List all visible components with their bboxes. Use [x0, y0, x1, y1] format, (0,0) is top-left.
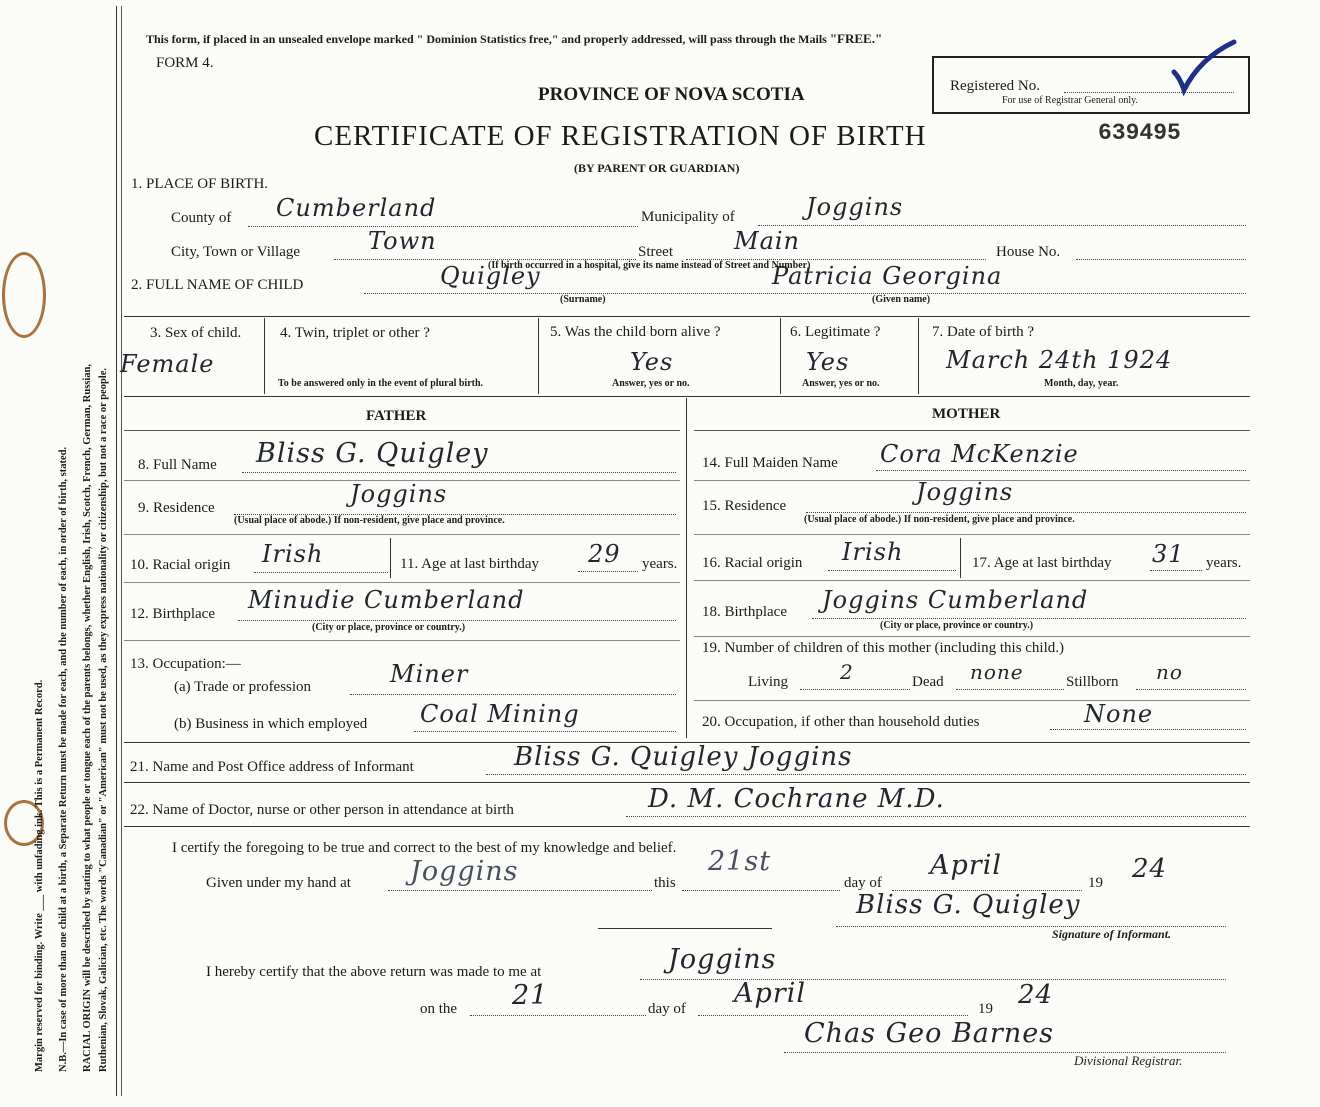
registrar-place-value: Joggins — [668, 944, 777, 975]
mother-racial-line — [828, 570, 956, 571]
father-birthplace-rule — [124, 640, 680, 641]
twin-label: 4. Twin, triplet or other ? — [280, 325, 430, 341]
margin-note-racial-origin-cont: Ruthenian, Slovak, Galician, etc. The words "Canadian" or "American" must not be used, as they express nationality or citizenship, but not a race or people. — [98, 367, 109, 1072]
father-birthplace-note: (City or place, province or country.) — [312, 622, 466, 633]
legitimate-value: Yes — [806, 348, 850, 376]
binding-margin-line — [116, 6, 117, 1096]
date-of-birth-label: 7. Date of birth ? — [932, 324, 1035, 340]
father-birthplace-value: Minudie Cumberland — [248, 586, 525, 614]
father-age-unit: years. — [642, 556, 678, 572]
father-racial-divider — [390, 538, 391, 578]
informant-line — [486, 774, 1246, 775]
father-residence-note: (Usual place of abode.) If non-resident, give place and province. — [234, 515, 505, 526]
mother-residence-label: 15. Residence — [702, 498, 787, 514]
father-business-label: (b) Business in which employed — [174, 716, 368, 732]
mother-occupation-label: 20. Occupation, if other than household duties — [702, 714, 980, 730]
father-name-label: 8. Full Name — [138, 457, 217, 473]
father-racial-line — [254, 572, 388, 573]
mother-age-label: 17. Age at last birthday — [972, 555, 1112, 571]
father-trade-label: (a) Trade or profession — [174, 679, 312, 695]
row-3-bottom-line — [124, 396, 1250, 397]
margin-note-racial-origin: RACIAL ORIGIN will be described by stating to what people or tongue each of the parents belongs, whether English, Irish, Scotch, French, German, Russian, — [82, 363, 93, 1072]
mother-occupation-line — [1050, 729, 1246, 730]
doctor-value: D. M. Cochrane M.D. — [648, 784, 945, 814]
row-3-top-line — [124, 316, 1250, 317]
living-label: Living — [748, 674, 788, 690]
dead-label: Dead — [912, 674, 944, 690]
street-label: Street — [638, 244, 673, 260]
registrar-month-value: April — [734, 978, 806, 1009]
mother-age-line — [1150, 570, 1202, 571]
certify-statement: I certify the foregoing to be true and correct to the best of my knowledge and belief. — [172, 840, 677, 856]
mail-free: "FREE." — [829, 31, 883, 46]
hospital-note: (If birth occurred in a hospital, give its name instead of Street and Number) — [488, 260, 811, 271]
mother-racial-divider — [960, 538, 961, 578]
given-place-line — [388, 890, 652, 891]
dead-line — [956, 689, 1064, 690]
doctor-line — [626, 816, 1246, 817]
registrar-signature-label: Divisional Registrar. — [1074, 1053, 1183, 1068]
born-alive-value: Yes — [630, 348, 674, 376]
living-line — [800, 689, 910, 690]
legitimate-note: Answer, yes or no. — [802, 378, 880, 389]
informant-signature-label: Signature of Informant. — [1052, 927, 1172, 941]
city-value: Town — [368, 227, 437, 255]
child-name-line — [364, 293, 1246, 294]
twin-note: To be answered only in the event of plural birth. — [278, 378, 484, 389]
living-value: 2 — [840, 660, 854, 684]
margin-note-binding: Margin reserved for binding. Write ___ with unfading ink. This is a Permanent Record. — [34, 679, 45, 1072]
given-year-value: 24 — [1132, 854, 1168, 884]
row-3-divider-3 — [780, 318, 781, 394]
registered-note: For use of Registrar General only. — [1002, 95, 1138, 106]
on-the-label: on the — [420, 1001, 458, 1017]
child-given-value: Patricia Georgina — [772, 262, 1003, 290]
date-of-birth-note: Month, day, year. — [1044, 378, 1119, 389]
mother-residence-line — [806, 512, 1246, 513]
born-alive-label: 5. Was the child born alive ? — [550, 324, 721, 340]
registrar-year-value: 24 — [1018, 980, 1054, 1010]
father-trade-line — [350, 694, 676, 695]
margin-note-multiple-births: N.B.—In case of more than one child at a birth, a Separate Return must be made for each, and the number of each, in order of birth, stated. — [58, 446, 69, 1072]
sex-value: Female — [120, 350, 215, 378]
row-3-divider-4 — [918, 318, 919, 394]
father-age-value: 29 — [588, 540, 621, 568]
registrar-place-line — [640, 979, 1226, 980]
municipality-value: Joggins — [806, 193, 904, 221]
registration-number: 639495 — [1098, 120, 1181, 146]
mother-age-value: 31 — [1152, 540, 1185, 568]
doctor-rule — [124, 826, 1250, 827]
given-under-label: Given under my hand at — [206, 875, 351, 891]
date-of-birth-value: March 24th 1924 — [946, 346, 1173, 374]
father-heading-rule — [124, 430, 680, 431]
form-number: FORM 4. — [156, 55, 214, 71]
father-name-line — [242, 472, 676, 473]
father-occupation-label: 13. Occupation:— — [130, 656, 241, 672]
sex-label: 3. Sex of child. — [150, 325, 242, 341]
county-label: County of — [171, 210, 232, 226]
registrar-month-line — [698, 1015, 968, 1016]
county-line — [248, 226, 638, 227]
mother-birthplace-line — [812, 618, 1246, 619]
mother-racial-value: Irish — [842, 538, 904, 566]
stillborn-line — [1136, 689, 1246, 690]
mother-name-value: Cora McKenzie — [880, 440, 1079, 468]
father-residence-label: 9. Residence — [138, 500, 215, 516]
certificate-subtitle: (BY PARENT OR GUARDIAN) — [574, 161, 740, 175]
father-residence-value: Joggins — [350, 480, 448, 508]
given-place-value: Joggins — [410, 856, 519, 887]
stillborn-label: Stillborn — [1066, 674, 1119, 690]
father-birthplace-line — [238, 620, 676, 621]
mother-name-line — [876, 470, 1246, 471]
registered-label: Registered No. — [950, 78, 1040, 94]
mother-racial-label: 16. Racial origin — [702, 555, 803, 571]
municipality-label: Municipality of — [641, 209, 735, 225]
child-name-label: 2. FULL NAME OF CHILD — [131, 277, 304, 293]
legitimate-label: 6. Legitimate ? — [790, 324, 881, 340]
given-year-prefix: 19 — [1088, 875, 1103, 891]
mother-birthplace-value: Joggins Cumberland — [822, 586, 1089, 614]
father-residence-rule — [124, 534, 680, 535]
informant-signature: Bliss G. Quigley — [856, 890, 1081, 920]
certificate-title: CERTIFICATE OF REGISTRATION OF BIRTH — [314, 120, 927, 152]
given-day-of-label: day of — [844, 875, 882, 891]
given-name-note: (Given name) — [872, 294, 931, 305]
binding-margin-line-2 — [121, 6, 122, 1096]
mother-heading: MOTHER — [932, 406, 1001, 422]
registrar-year-prefix: 19 — [978, 1001, 993, 1017]
stillborn-value: no — [1156, 660, 1183, 684]
city-label: City, Town or Village — [171, 244, 301, 260]
ink-stain-upper — [2, 252, 46, 338]
mother-birthplace-rule — [694, 636, 1250, 637]
registrar-statement: I hereby certify that the above return was made to me at — [206, 964, 542, 980]
born-alive-note: Answer, yes or no. — [612, 378, 690, 389]
child-surname-value: Quigley — [440, 262, 541, 290]
house-label: House No. — [996, 244, 1061, 260]
mother-age-unit: years. — [1206, 555, 1242, 571]
father-racial-value: Irish — [262, 540, 324, 568]
father-birthplace-label: 12. Birthplace — [130, 606, 215, 622]
mother-name-label: 14. Full Maiden Name — [702, 455, 838, 471]
mother-birthplace-label: 18. Birthplace — [702, 604, 787, 620]
registrar-day-value: 21 — [512, 980, 549, 1011]
row-3-divider-2 — [538, 318, 539, 394]
street-value: Main — [734, 227, 801, 255]
given-month-value: April — [930, 850, 1002, 881]
check-mark-icon — [1170, 38, 1240, 98]
given-day-line — [682, 890, 840, 891]
father-heading: FATHER — [366, 408, 427, 424]
registrar-day-line — [470, 1015, 646, 1016]
mother-occupation-value: None — [1084, 700, 1154, 728]
father-racial-rule — [124, 582, 680, 583]
father-name-value: Bliss G. Quigley — [256, 438, 489, 469]
father-business-line — [414, 731, 676, 732]
informant-rule — [124, 782, 1250, 783]
separator-rule — [598, 928, 772, 929]
mother-residence-note: (Usual place of abode.) If non-resident, give place and province. — [804, 514, 1075, 525]
registrar-day-of-label: day of — [648, 1001, 686, 1017]
mother-residence-value: Joggins — [916, 478, 1014, 506]
mother-racial-rule — [694, 580, 1250, 581]
place-of-birth-heading: 1. PLACE OF BIRTH. — [131, 176, 269, 192]
house-line — [1076, 259, 1246, 260]
municipality-line — [758, 225, 1246, 226]
mother-children-label: 19. Number of children of this mother (including this child.) — [702, 640, 1065, 656]
given-day-value: 21st — [708, 846, 772, 877]
informant-label: 21. Name and Post Office address of Informant — [130, 759, 414, 775]
province-heading: PROVINCE OF NOVA SCOTIA — [538, 84, 805, 105]
mother-children-rule — [694, 700, 1250, 701]
dead-value: none — [970, 660, 1024, 684]
informant-value: Bliss G. Quigley Joggins — [514, 742, 853, 772]
county-value: Cumberland — [276, 194, 437, 222]
surname-note: (Surname) — [560, 294, 606, 305]
father-racial-label: 10. Racial origin — [130, 557, 231, 573]
mother-birthplace-note: (City or place, province or country.) — [880, 620, 1034, 631]
father-trade-value: Miner — [390, 660, 469, 688]
doctor-label: 22. Name of Doctor, nurse or other person in attendance at birth — [130, 802, 514, 818]
row-3-divider-1 — [264, 318, 265, 394]
mother-residence-rule — [694, 534, 1250, 535]
parents-center-divider — [686, 398, 687, 738]
mother-heading-rule — [694, 430, 1250, 431]
this-label: this — [654, 875, 676, 891]
registrar-signature: Chas Geo Barnes — [804, 1018, 1055, 1049]
father-age-label: 11. Age at last birthday — [400, 556, 539, 572]
mail-notice: This form, if placed in an unsealed envelope marked " Dominion Statistics free," and properly addressed, will pass through the Mails "FREE." — [146, 31, 883, 46]
father-business-value: Coal Mining — [420, 700, 580, 728]
father-age-line — [578, 571, 638, 572]
